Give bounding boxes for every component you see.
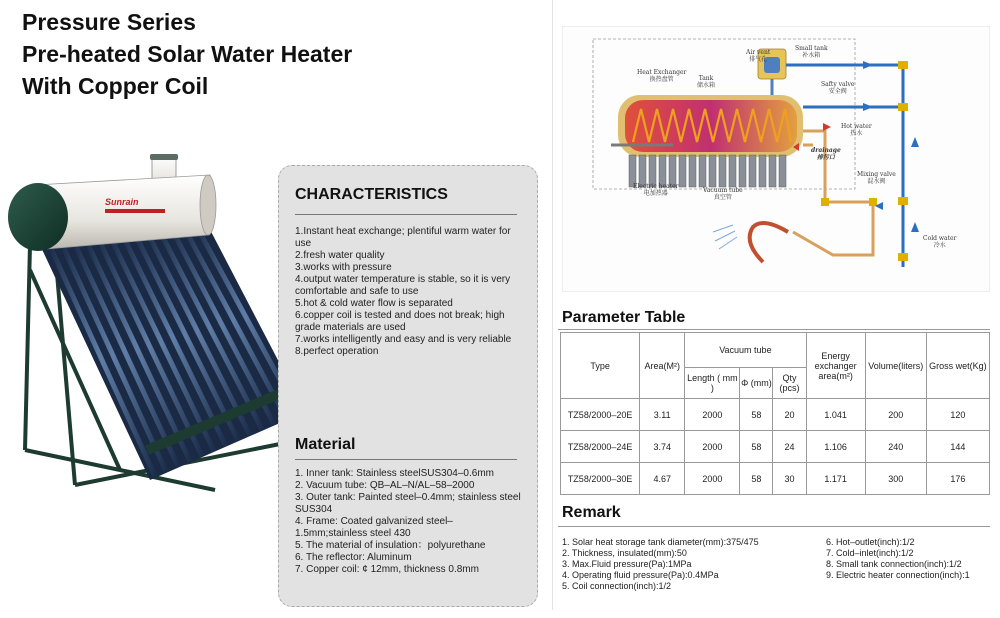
characteristics-heading: CHARACTERISTICS [295,186,448,203]
col-type: Type [561,333,640,399]
solar-water-heater-image [0,150,310,500]
table-row [561,463,990,495]
cell-energy: 1.106 [806,431,865,463]
remark-list-right [826,537,970,581]
characteristics-item: 1.Instant heat exchange; plentiful warm water for use [295,226,511,249]
col-vacuum-tube: Vacuum tube [685,333,806,368]
cell-diameter: 58 [740,431,773,463]
parameter-table-rule [558,329,990,330]
remark-item: 6. Hot–outlet(inch):1/2 [826,537,915,547]
air-vent-label: Air vent 排气孔 [746,49,771,63]
remark-item: 1. Solar heat storage tank diameter(mm):375/475 [562,537,759,547]
material-item: 1. Inner tank: Stainless steelSUS304–0.6mm [295,468,494,479]
col-area: Area(M²) [640,333,685,399]
remark-rule [558,526,990,527]
characteristics-rule [295,214,517,215]
characteristics-item: 7.works intelligently and easy and is very reliable [295,334,512,345]
mixing-valve-label: Mixing valve 混水阀 [857,171,896,185]
cell-type: TZ58/2000–20E [561,399,640,431]
material-rule [295,459,517,460]
vacuum-tube-label: Vacuum tube 真空管 [703,187,743,201]
brand-logo: Sunrain [105,197,139,207]
cell-volume: 240 [865,431,926,463]
remark-item: 2. Thickness, insulated(mm):50 [562,548,687,558]
cell-area: 3.11 [640,399,685,431]
table-row [561,399,990,431]
table-row [561,431,990,463]
drainage-label: drainage 排污口 [811,147,841,161]
characteristics-item: 8.perfect operation [295,346,379,357]
remark-item: 7. Cold–inlet(inch):1/2 [826,548,914,558]
remark-item: 3. Max.Fluid pressure(Pa):1MPa [562,559,692,569]
cell-qty: 30 [773,463,806,495]
cell-type: TZ58/2000–30E [561,463,640,495]
heat-exchanger-label: Heat Exchanger 换热盘管 [637,69,687,83]
title-line-3: With Copper Coil [22,73,209,99]
electric-heater-label: Electric heater 电加热器 [633,183,679,197]
cell-diameter: 58 [740,399,773,431]
cell-area: 3.74 [640,431,685,463]
table-header-row [561,333,990,368]
remark-item: 9. Electric heater connection(inch):1 [826,570,970,580]
flow-arrows-cold [863,61,919,232]
characteristics-item: 4.output water temperature is stable, so it is very comfortable and safe to use [295,274,511,297]
characteristics-list [295,226,525,358]
col-volume: Volume(liters) [865,333,926,399]
col-gross-weight: Gross wet(Kg) [926,333,989,399]
remark-list-left [562,537,759,592]
parameter-table [560,332,990,495]
page-title [22,6,352,102]
remark-item: 5. Coil connection(inch):1/2 [562,581,672,591]
col-length: Length ( mm ) [685,368,740,399]
tank-label: Tank 储水箱 [697,75,716,89]
cell-diameter: 58 [740,463,773,495]
specification-panel [278,165,538,607]
cell-area: 4.67 [640,463,685,495]
remark-heading: Remark [562,504,621,521]
material-item: 3. Outer tank: Painted steel–0.4mm; stainless steel SUS304 [295,492,521,515]
material-item: 4. Frame: Coated galvanized steel–1.5mm;stainless steel 430 [295,516,453,539]
title-line-1: Pressure Series [22,9,196,35]
cell-energy: 1.171 [806,463,865,495]
cell-weight: 176 [926,463,989,495]
column-divider [552,0,553,610]
small-tank-label: Small tank 补水箱 [795,45,828,59]
cell-energy: 1.041 [806,399,865,431]
remark-item: 4. Operating fluid pressure(Pa):0.4MPa [562,570,719,580]
material-item: 7. Copper coil: ¢ 12mm, thickness 0.8mm [295,564,479,575]
cell-volume: 200 [865,399,926,431]
characteristics-item: 6.copper coil is tested and does not break; high grade materials are used [295,310,505,333]
material-heading: Material [295,436,356,453]
system-schematic [562,26,990,292]
parameter-table-heading: Parameter Table [562,309,686,326]
cell-volume: 300 [865,463,926,495]
cell-weight: 120 [926,399,989,431]
col-qty: Qty (pcs) [773,368,806,399]
cell-length: 2000 [685,463,740,495]
hot-water-label: Hot water 热水 [841,123,872,137]
material-item: 6. The reflector: Aluminum [295,552,412,563]
col-energy-exchanger: Energy exchanger area(m²) [806,333,865,399]
characteristics-item: 5.hot & cold water flow is separated [295,298,453,309]
remark-item: 8. Small tank connection(inch):1/2 [826,559,962,569]
cell-qty: 24 [773,431,806,463]
cell-weight: 144 [926,431,989,463]
safety-valve-label: Safty valve 安全阀 [821,81,855,95]
col-diameter: Φ (mm) [740,368,773,399]
characteristics-item: 3.works with pressure [295,262,392,273]
material-item: 2. Vacuum tube: QB–AL–N/AL–58–2000 [295,480,475,491]
title-line-2: Pre-heated Solar Water Heater [22,41,353,67]
material-list [295,468,525,576]
material-item: 5. The material of insulation：polyurethane [295,540,486,551]
cell-length: 2000 [685,431,740,463]
cell-length: 2000 [685,399,740,431]
cell-qty: 20 [773,399,806,431]
characteristics-item: 2.fresh water quality [295,250,385,261]
cell-type: TZ58/2000–24E [561,431,640,463]
cold-water-label: Cold water 冷水 [923,235,957,249]
